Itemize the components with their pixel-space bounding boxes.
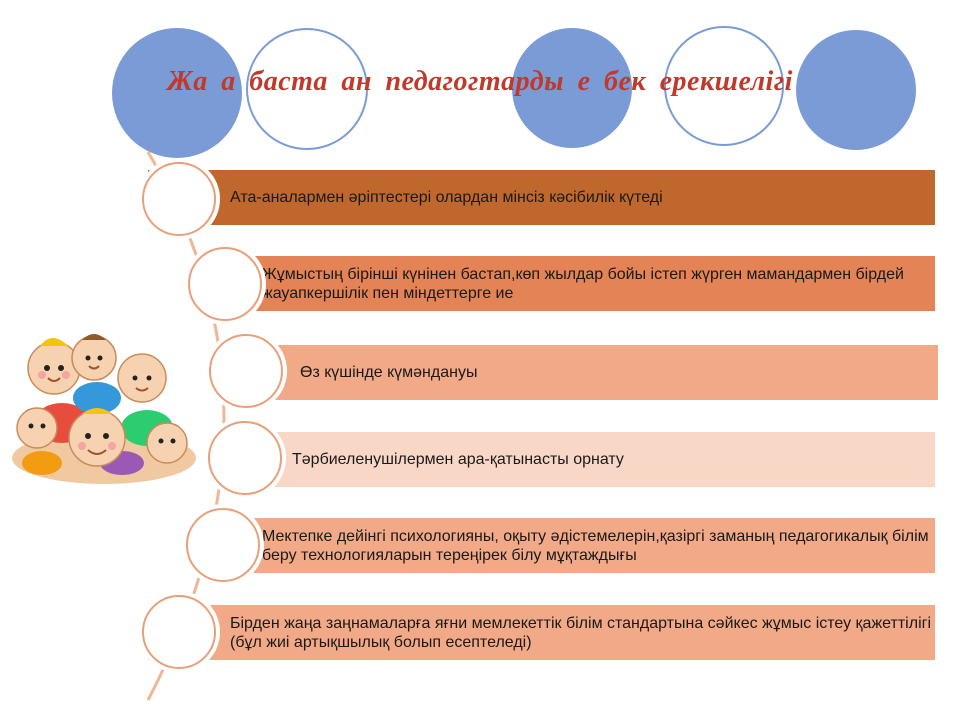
bullet-circle (188, 247, 262, 321)
list-item (238, 345, 938, 400)
slide-title: Жа а баста ан педагогтарды е бек ерекшелігі (167, 66, 793, 97)
babies-illustration (2, 318, 206, 490)
bullet-circle (142, 595, 216, 669)
item-text: Бірден жаңа заңнамаларға яғни мемлекеттік білім стандартына сәйкес жұмыс істеу қажеттілігі (бұл жиі артықшылық болып есептеледі) (230, 614, 932, 651)
item-text: Ата-аналармен әріптестері олардан мінсіз кәсібилік күтеді (230, 189, 663, 206)
list-item (215, 256, 935, 311)
list-item (240, 432, 935, 487)
item-text: Мектепке дейінгі психологияны, оқыту әдістемелерін,қазіргі заманың педагогикалық білім беру технологияларын тереңірек білу мұқтаждығы (262, 527, 929, 564)
bullet-circle (142, 162, 216, 236)
bullet-circle (208, 421, 282, 495)
item-text: Жұмыстың бірінші күнінен бастап,көп жылдар бойы істеп жүрген мамандармен бірдей жауапкершілік пен міндеттерге ие (262, 265, 904, 302)
bullet-circle (186, 508, 260, 582)
list-item (212, 518, 935, 573)
list-item (148, 170, 935, 225)
list-item (148, 605, 935, 660)
bullet-circle (209, 334, 283, 408)
item-text: Өз күшінде күмәндануы (300, 364, 478, 381)
item-text: Тәрбиеленушілермен ара-қатынасты орнату (292, 451, 624, 468)
